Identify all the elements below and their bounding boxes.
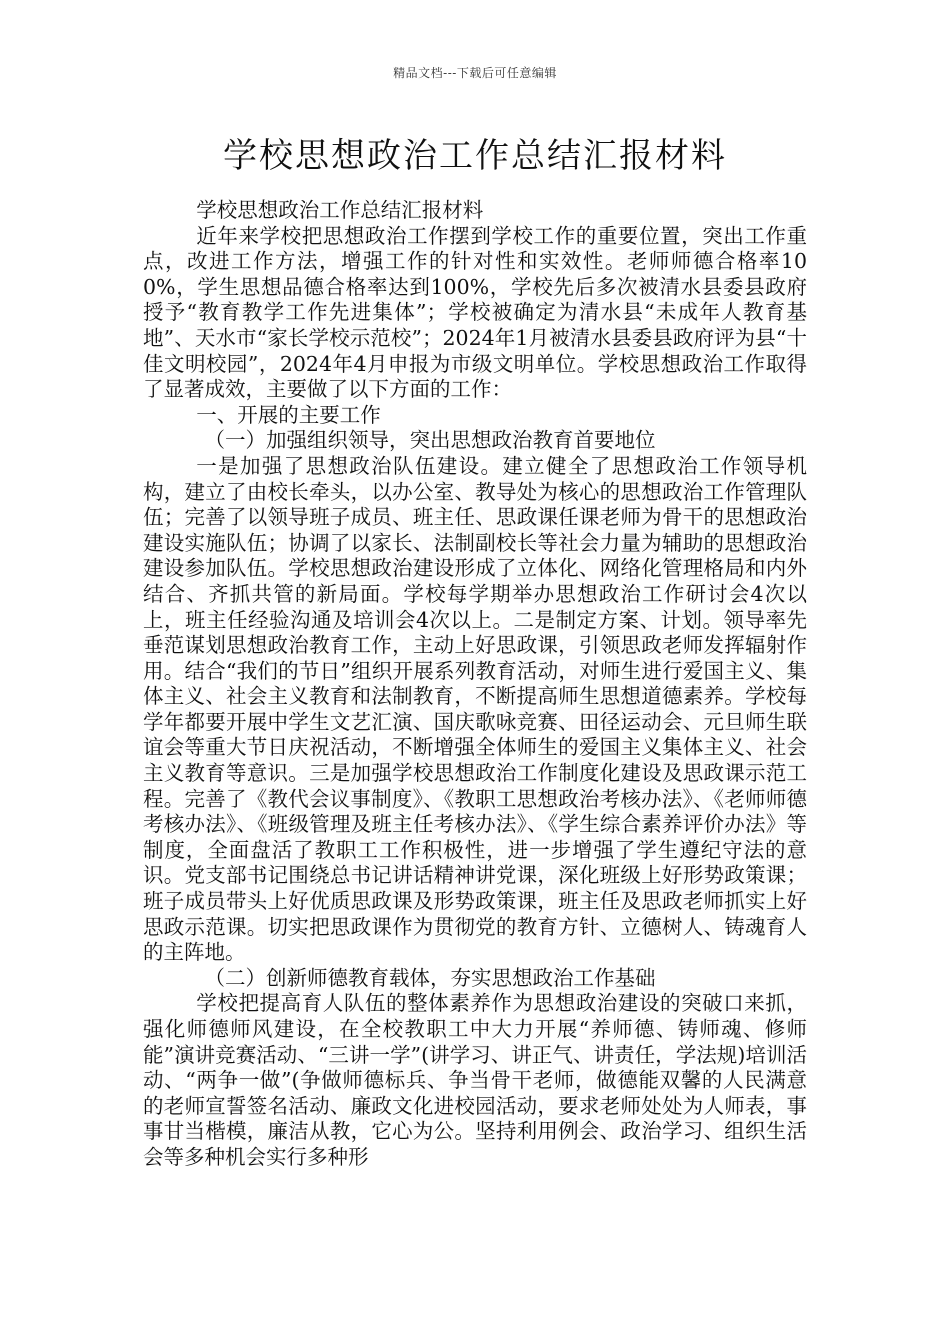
paragraph-organization: 一是加强了思想政治队伍建设。建立健全了思想政治工作领导机构，建立了由校长牵头，以办公室、教导处为核心的思想政治工作管理队伍；完善了以领导班子成员、班主任、思政课任课老师为骨干的思想政治建设实施队伍；协调了以家长、法制副校长等社会力量为辅助的思想政治建设参加队伍。学校思想政治建设形成了立体化、网络化管理格局和内外结合、齐抓共管的新局面。学校每学期举办思想政治工作研讨会4次以上，班主任经验沟通及培训会4次以上。二是制定方案、计划。领导率先垂范谋划思想政治教育工作，主动上好思政课，引领思政老师发挥辐射作用。结合“我们的节日”组织开展系列教育活动，对师生进行爱国主义、集体主义、社会主义教育和法制教育，不断提高师生思想道德素养。学校每学年都要开展中学生文艺汇演、国庆歌咏竞赛、田径运动会、元旦师生联谊会等重大节日庆祝活动，不断增强全体师生的爱国主义集体主义、社会主义教育等意识。三是加强学校思想政治工作制度化建设及思政课示范工程。完善了《教代会议事制度》、《教职工思想政治考核办法》、《老师师德考核办法》、《班级管理及班主任考核办法》、《学生综合素养评价办法》等制度，全面盘活了教职工工作积极性，进一步增强了学生遵纪守法的意识。党支部书记围绕总书记讲话精神讲党课，深化班级上好形势政策课；班子成员带头上好优质思政课及形势政策课，班主任及思政老师抓实上好思政示范课。切实把思政课作为贯彻党的教育方针、立德树人、铸魂育人的主阵地。 [143,453,807,965]
subsection-heading-2: （二）创新师德教育载体，夯实思想政治工作基础 [204,965,656,990]
intro-line: 学校思想政治工作总结汇报材料 [196,198,484,222]
header-note: 精品文档---下载后可任意编辑 [393,66,557,80]
paragraph-overview: 近年来学校把思想政治工作摆到学校工作的重要位置，突出工作重点，改进工作方法，增强工作的针对性和实效性。老师师德合格率100%，学生思想品德合格率达到100%，学校先后多次被清水县委县政府授予“教育教学工作先进集体”；学校被确定为清水县“未成年人教育基地”、天水市“家长学校示范校”；2024年1月被清水县委县政府评为县“十佳文明校园”，2024年4月申报为市级文明单位。学校思想政治工作取得了显著成效，主要做了以下方面的工作： [143,223,807,402]
paragraph-teacher-ethics: 学校把提高育人队伍的整体素养作为思想政治建设的突破口来抓，强化师德师风建设，在全校教职工中大力开展“养师德、铸师魂、修师能”演讲竞赛活动、“三讲一学”(讲学习、讲正气、讲责任，学法规)培训活动、“两争一做”(争做师德标兵、争当骨干老师，做德能双馨的人民满意的老师宣誓签名活动、廉政文化进校园活动，要求老师处处为人师表，事事甘当楷模，廉洁从教，它心为公。坚持利用例会、政治学习、组织生活会等多种机会实行多种形 [143,991,807,1169]
document-body [143,198,807,1171]
section-heading-main-work: 一、开展的主要工作 [196,402,381,427]
document-title: 学校思想政治工作总结汇报材料 [223,136,727,176]
subsection-heading-1: （一）加强组织领导，突出思想政治教育首要地位 [204,428,656,453]
